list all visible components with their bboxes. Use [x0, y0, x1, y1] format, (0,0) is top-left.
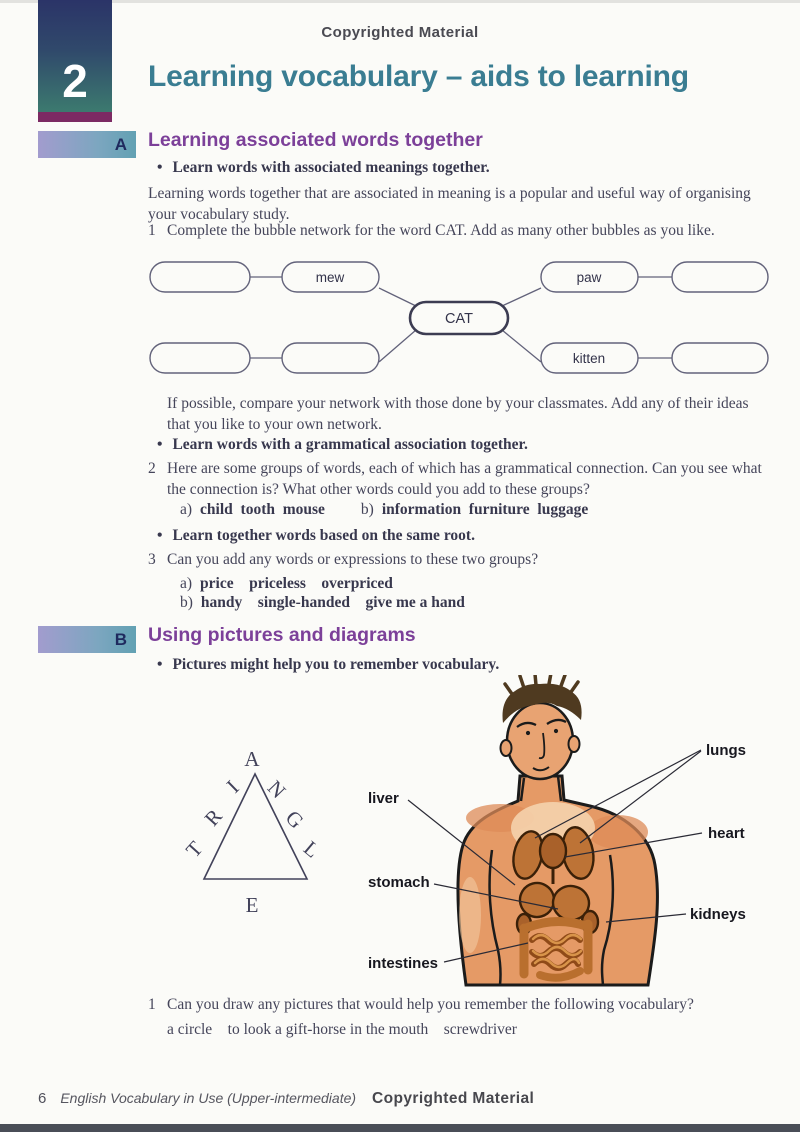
bullet-text: Learn words with a grammatical association together. [172, 436, 528, 453]
bullet-item [157, 158, 769, 179]
ear [501, 740, 512, 756]
bullet-item [157, 435, 769, 456]
section-a-letter: A [114, 134, 127, 154]
unit-number-box [38, 0, 112, 112]
bullet-item [157, 526, 769, 547]
intestines-label: intestines [368, 955, 439, 972]
bullet-text: Learn words with associated meanings together. [172, 159, 490, 176]
numbered-item [148, 550, 766, 571]
section-a-bar [38, 131, 136, 158]
head-shape [507, 703, 573, 779]
numbered-item [148, 459, 766, 500]
kidneys-label: kidneys [690, 906, 746, 923]
heart-label: heart [708, 825, 745, 842]
triangle-letter: I [221, 775, 244, 798]
item-number: 1 [148, 996, 156, 1013]
network-bubble-empty [282, 343, 379, 373]
triangle-letter: E [245, 893, 259, 917]
triangle-diagram [181, 747, 324, 917]
bullet-text: Learn together words based on the same root. [172, 527, 475, 544]
item-text: Can you add any words or expressions to these two groups? [167, 551, 539, 568]
eye [554, 729, 558, 733]
section-b-letter: B [114, 629, 127, 649]
word-group-line [180, 574, 393, 594]
body-illustration [458, 675, 657, 985]
numbered-item [148, 995, 766, 1016]
group-words: handy single-handed give me a hand [200, 594, 465, 611]
network-word-paw: paw [576, 270, 602, 285]
page-footer [38, 1090, 534, 1108]
arm-highlight [459, 877, 481, 953]
page-number: 6 [38, 1090, 47, 1107]
item-number: 1 [148, 222, 156, 239]
unit-number: 2 [62, 55, 88, 107]
unit-box-accent-strip [38, 112, 112, 122]
triangle-letter: L [299, 835, 325, 863]
copyright-notice-top: Copyrighted Material [321, 24, 479, 41]
item-number: 3 [148, 551, 156, 568]
section-b-bar [38, 626, 136, 653]
triangle-letter: N [262, 775, 291, 804]
word-group-line [180, 500, 588, 520]
page-title: Learning vocabulary – aids to learning [148, 60, 689, 93]
group-words: information furniture luggage [381, 501, 589, 518]
liver-label: liver [368, 790, 399, 807]
network-bubble-empty [150, 343, 250, 373]
bullet-text: Pictures might help you to remember vocabulary. [172, 656, 500, 673]
triangle-letter: A [244, 747, 260, 771]
network-bubble-empty [150, 262, 250, 292]
bullet-dot: • [157, 159, 163, 176]
word-group-line [180, 593, 465, 613]
group-label: a) [180, 575, 193, 592]
item-text: Complete the bubble network for the word CAT. Add as many other bubbles as you like. [167, 222, 715, 239]
triangle-letter: G [280, 805, 309, 834]
triangle-letter: R [199, 804, 227, 831]
item-number: 2 [148, 460, 156, 477]
network-word-kitten: kitten [572, 351, 606, 366]
pictures-diagrams-figure [140, 675, 790, 990]
vocabulary-words-line: a circle to look a gift-horse in the mouth screwdriver [167, 1021, 517, 1038]
network-bubble-empty [672, 262, 768, 292]
bullet-dot: • [157, 436, 163, 453]
group-label: b) [360, 501, 374, 518]
page-bottom-bar [0, 1124, 800, 1132]
group-words: price priceless overpriced [200, 575, 393, 592]
eye [526, 731, 530, 735]
intro-paragraph: Learning words together that are associated in meaning is a popular and useful way of organising your vocabulary study. [148, 185, 751, 223]
word-group-a [180, 500, 325, 520]
triangle-letter: T [181, 836, 208, 863]
group-label: b) [180, 594, 193, 611]
group-words: child tooth mouse [200, 501, 325, 518]
numbered-item [148, 221, 766, 242]
stomach-label: stomach [368, 874, 430, 891]
compare-note-paragraph: If possible, compare your network with those done by your classmates. Add any of their ideas that you like to your own network. [167, 395, 749, 433]
item-text: Here are some groups of words, each of which has a grammatical connection. Can you see what the connection is? What other words could you add to these groups? [167, 460, 762, 498]
ear [569, 736, 580, 752]
section-b-heading: Using pictures and diagrams [148, 624, 416, 646]
network-bubble-empty [672, 343, 768, 373]
group-label: a) [180, 501, 193, 518]
lungs-label: lungs [706, 742, 746, 759]
heart-organ [540, 834, 566, 868]
bullet-item [157, 655, 769, 676]
network-word-cat: CAT [445, 311, 473, 327]
bullet-dot: • [157, 527, 163, 544]
bullet-dot: • [157, 656, 163, 673]
network-word-mew: mew [315, 270, 345, 285]
book-title: English Vocabulary in Use (Upper-intermediate) [60, 1090, 357, 1106]
item-text: Can you draw any pictures that would help you remember the following vocabulary? [167, 996, 694, 1013]
section-a-heading: Learning associated words together [148, 129, 483, 151]
bubble-network-diagram [140, 253, 780, 380]
copyright-notice-bottom: Copyrighted Material [372, 1090, 535, 1107]
word-group-b [361, 500, 588, 520]
